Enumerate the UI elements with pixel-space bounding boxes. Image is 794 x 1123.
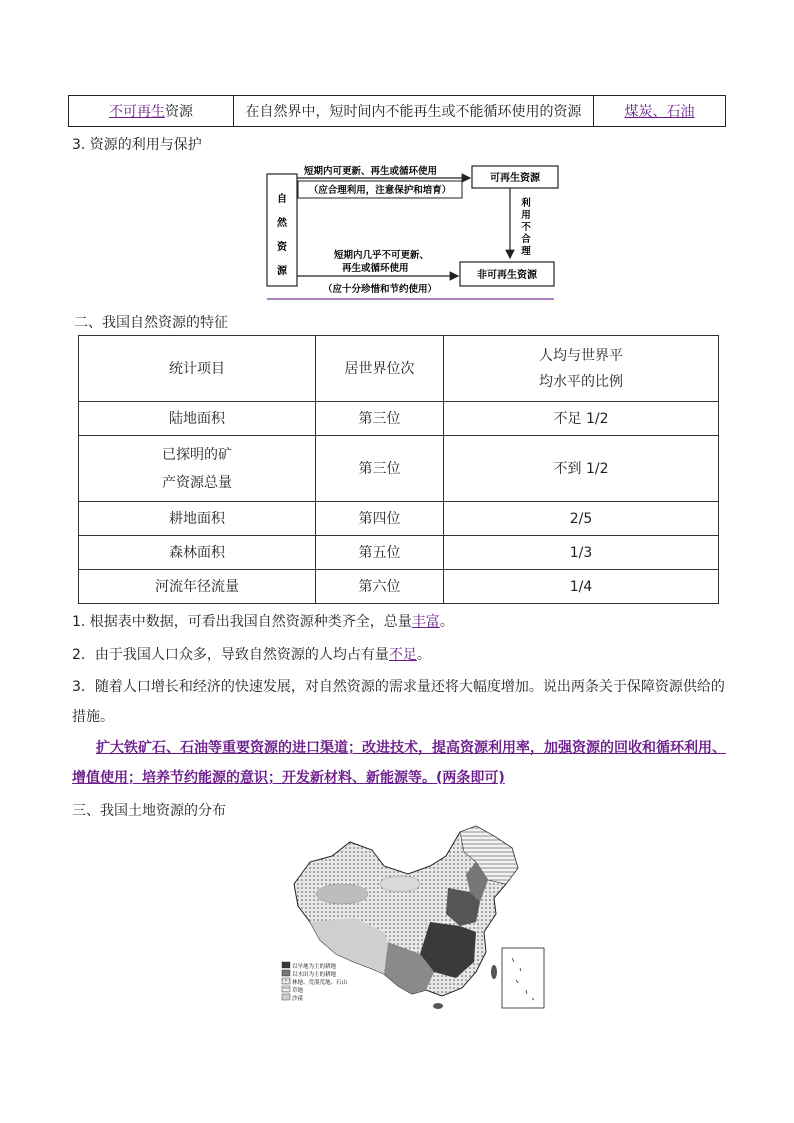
legend-swatch (282, 986, 290, 992)
ratio-cell: 1/4 (444, 570, 719, 604)
side-char: 利 (521, 198, 531, 209)
taiwan-island (491, 965, 497, 979)
top-note: （应合理利用，注意保护和培育） (308, 185, 452, 196)
point-1-text: 1. 根据表中数据，可看出我国自然资源种类齐全，总量 (72, 614, 412, 630)
legend-swatch (282, 962, 290, 968)
point-3-line2: 措施。 (72, 709, 114, 725)
resource-feature-table (78, 335, 719, 604)
natural-resources-char: 资 (277, 242, 287, 253)
point-2-text: 2．由于我国人口众多，导致自然资源的人均占有量 (72, 647, 389, 663)
table-row (79, 536, 719, 570)
table-row (79, 502, 719, 536)
examples-cell (594, 96, 725, 126)
ratio-cell: 2/5 (444, 502, 719, 536)
point-2-end: 。 (416, 647, 431, 663)
side-char: 合 (521, 234, 531, 245)
side-char: 用 (521, 210, 531, 221)
table-row (79, 402, 719, 436)
natural-resources-char: 自 (277, 194, 287, 205)
side-char: 理 (521, 246, 531, 257)
header-ratio-line2: 均水平的比例 (539, 373, 623, 390)
header-rank: 居世界位次 (316, 336, 444, 402)
legend-label: 沙漠 (292, 996, 304, 1002)
examples-text: 煤炭、石油 (624, 104, 695, 120)
ratio-cell: 1/3 (444, 536, 719, 570)
legend-label: 草地 (292, 988, 304, 994)
item-line1: 已探明的矿 (162, 446, 232, 463)
natural-resources-char: 然 (277, 218, 287, 229)
header-ratio (444, 336, 719, 402)
item-cell: 陆地面积 (79, 402, 316, 436)
nonrenewable-label: 非可再生资源 (477, 270, 537, 281)
point-1-answer: 丰富 (411, 614, 440, 630)
term-cell (69, 96, 234, 126)
table-row (79, 436, 719, 502)
bottom-arrow-label-1: 短期内几乎不可更新、 (334, 250, 430, 261)
ratio-cell: 不足 1/2 (444, 402, 719, 436)
item-line2: 产资源总量 (162, 474, 232, 491)
rank-cell: 第六位 (316, 570, 444, 604)
desert-area (316, 884, 368, 904)
section3-title: 3. 资源的利用与保护 (72, 137, 202, 153)
bottom-arrow-label-2: 再生或循环使用 (342, 263, 409, 274)
top-arrow-label: 短期内可更新、再生或循环使用 (304, 166, 438, 177)
point-1 (72, 612, 454, 632)
answer-line1: 扩大铁矿石、石油等重要资源的进口渠道；改进技术，提高资源利用率，加强资源的回收和循环利用、 (96, 740, 726, 756)
ratio-cell: 不到 1/2 (444, 436, 719, 502)
answer-line2: 增值使用；培养节约能源的意识；开发新材料、新能源等。(两条即可) (72, 770, 505, 786)
point-3-line1: 3．随着人口增长和经济的快速发展，对自然资源的需求量还将大幅度增加。说出两条关于保障资源供给的 (72, 679, 725, 695)
bottom-note: （应十分珍惜和节约使用） (322, 284, 438, 295)
legend-label: 以水田为主的耕地 (292, 972, 337, 978)
item-cell (79, 436, 316, 502)
legend-swatch (282, 978, 290, 984)
header-item: 统计项目 (79, 336, 316, 402)
legend-label: 以旱地为主的耕地 (292, 964, 337, 970)
natural-resources-char: 源 (277, 266, 287, 277)
section-two-title: 二、我国自然资源的特征 (74, 315, 228, 331)
legend-swatch (282, 994, 290, 1000)
definition-cell: 在自然界中，短时间内不能再生或不能循环使用的资源 (234, 96, 594, 126)
point-2 (72, 645, 431, 665)
point-2-answer: 不足 (388, 647, 417, 663)
renewable-label: 可再生资源 (490, 173, 540, 184)
rank-cell: 第四位 (316, 502, 444, 536)
side-char: 不 (521, 222, 531, 233)
term-rest: 资源 (165, 104, 193, 120)
resource-use-diagram (264, 160, 564, 302)
land-resource-map (280, 822, 548, 1014)
rank-cell: 第五位 (316, 536, 444, 570)
point-1-end: 。 (439, 614, 454, 630)
hainan-island (433, 1003, 443, 1009)
legend-label: 林地、荒漠荒地、石山 (292, 980, 348, 986)
section-three-title: 三、我国土地资源的分布 (72, 803, 226, 819)
desert-area (380, 876, 420, 892)
south-sea-inset (502, 948, 544, 1008)
rank-cell: 第三位 (316, 436, 444, 502)
term-underlined: 不可再生 (109, 104, 165, 120)
table-row (79, 570, 719, 604)
item-cell: 河流年径流量 (79, 570, 316, 604)
header-ratio-line1: 人均与世界平 (539, 347, 623, 364)
legend-swatch (282, 970, 290, 976)
rank-cell: 第三位 (316, 402, 444, 436)
item-cell: 耕地面积 (79, 502, 316, 536)
resource-type-row (68, 95, 726, 127)
table-header-row (79, 336, 719, 402)
item-cell: 森林面积 (79, 536, 316, 570)
